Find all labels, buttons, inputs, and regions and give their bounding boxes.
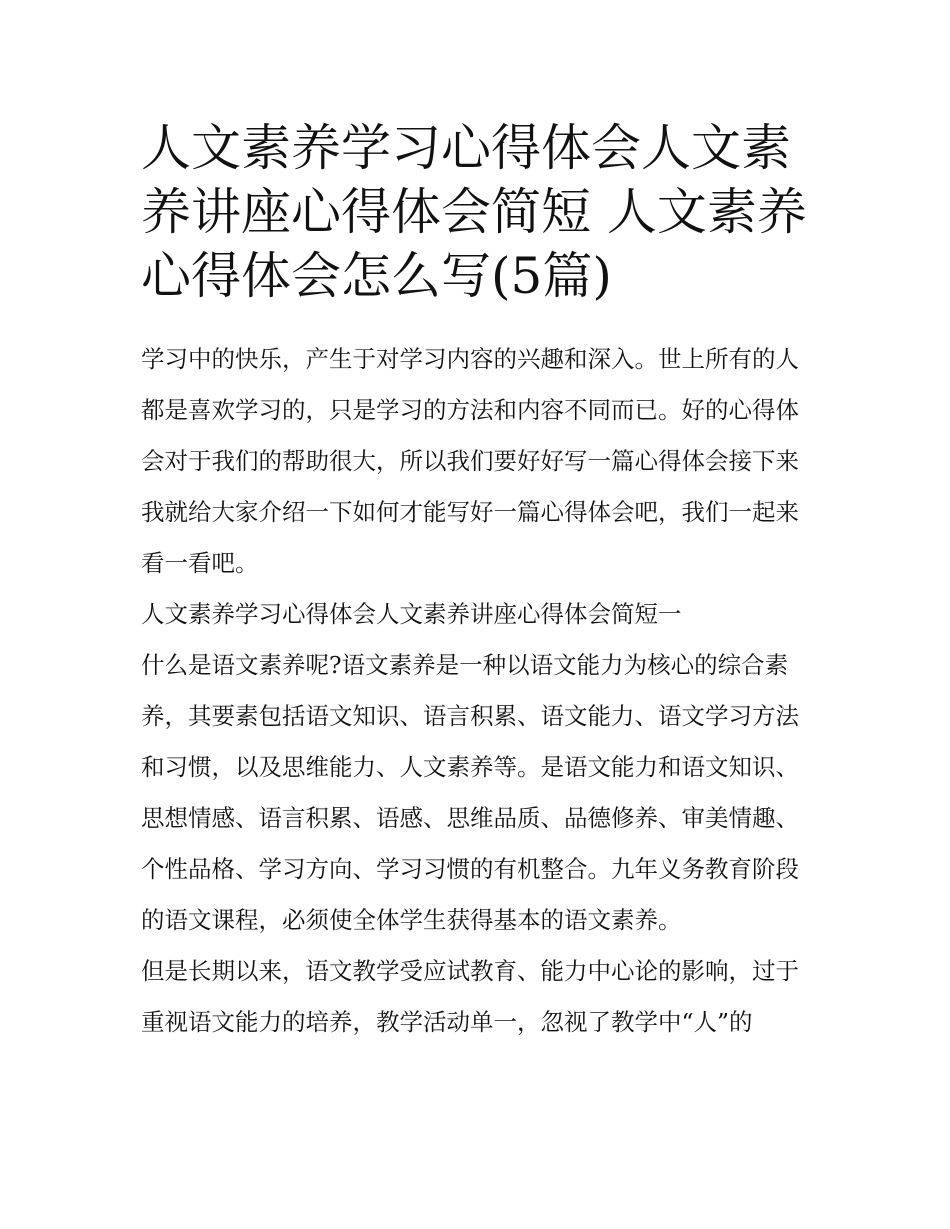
- body-paragraph-1: 什么是语文素养呢?语文素养是一种以语文能力为核心的综合素养，其要素包括语文知识、语言积累、语文能力、语文学习方法和习惯，以及思维能力、人文素养等。是语文能力和语文知识、思想情感、语言积累、语感、思维品质、品德修养、审美情趣、个性品格、学习方向、学习习惯的有机整合。九年义务教育阶段的语文课程，必须使全体学生获得基本的语文素养。: [141, 651, 799, 934]
- document-content: [141, 116, 813, 1048]
- body-paragraph-2: 但是长期以来，语文教学受应试教育、能力中心论的影响，过于重视语文能力的培养，教学活动单一，忽视了教学中“人”的: [141, 957, 799, 1036]
- intro-paragraph: 学习中的快乐，产生于对学习内容的兴趣和深入。世上所有的人都是喜欢学习的，只是学习的方法和内容不同而已。好的心得体会对于我们的帮助很大，所以我们要好好写一篇心得体会接下来我就给大家介绍一下如何才能写好一篇心得体会吧，我们一起来看一看吧。: [141, 345, 799, 577]
- document-body: [141, 334, 813, 1048]
- section-heading: 人文素养学习心得体会人文素养讲座心得体会简短一: [141, 600, 682, 628]
- document-title: 人文素养学习心得体会人文素养讲座心得体会简短 人文素养心得体会怎么写(5篇): [141, 119, 807, 305]
